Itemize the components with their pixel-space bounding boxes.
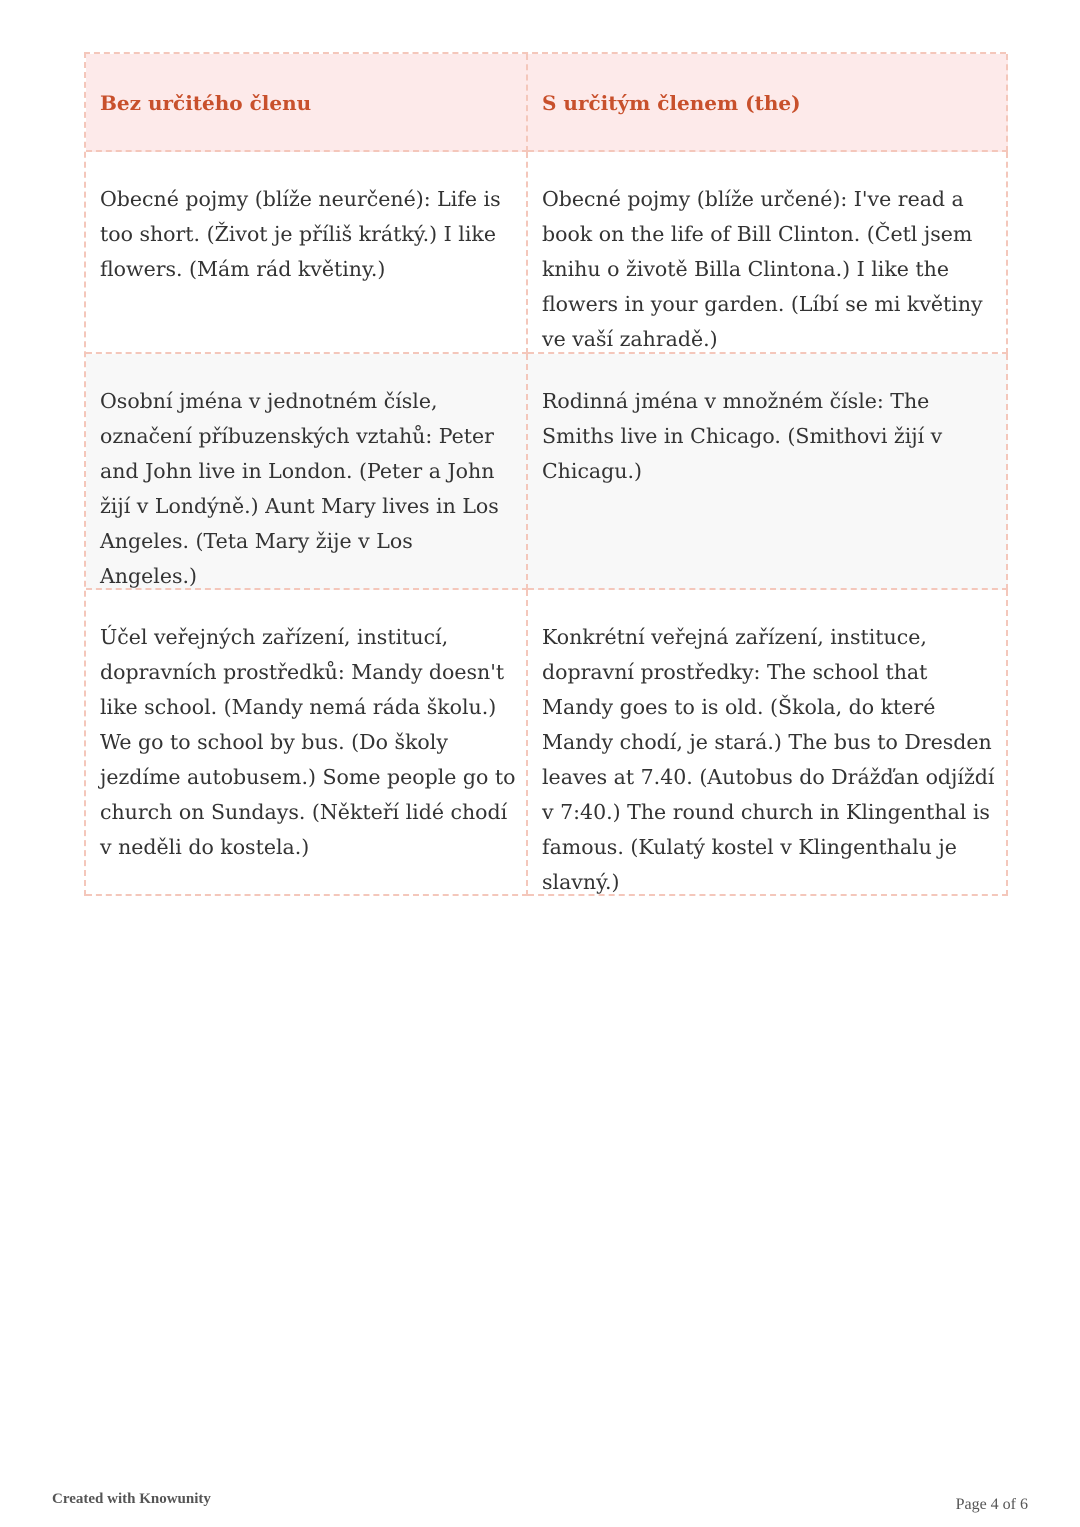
table-header-with-article: S určitým členem (the): [528, 54, 1008, 152]
table-cell: Obecné pojmy (blíže neurčené): Life is too short. (Život je příliš krátký.) I like flowers. (Mám rád květiny.): [86, 152, 528, 354]
table-cell: Obecné pojmy (blíže určené): I've read a book on the life of Bill Clinton. (Četl jsem knihu o životě Billa Clintona.) I like the flowers in your garden. (Líbí se mi květiny ve vaší zahradě.): [528, 152, 1008, 354]
table-cell: Účel veřejných zařízení, institucí, dopravních prostředků: Mandy doesn't like school. (Mandy nemá ráda školu.) We go to school by bus. (Do školy jezdíme autobusem.) Some people go to church on Sundays. (Někteří lidé chodí v neděli do kostela.): [86, 590, 528, 896]
table-cell: Rodinná jména v množném čísle: The Smiths live in Chicago. (Smithovi žijí v Chicagu.): [528, 354, 1008, 590]
table-header-without-article: Bez určitého členu: [86, 54, 528, 152]
page-number: Page 4 of 6: [955, 1496, 1028, 1513]
table-cell: Osobní jména v jednotném čísle, označení příbuzenských vztahů: Peter and John live in London. (Peter a John žijí v Londýně.) Aunt Mary lives in Los Angeles. (Teta Mary žije v Los Angeles.): [86, 354, 528, 590]
article-usage-table: [84, 52, 1006, 896]
table-cell: Konkrétní veřejná zařízení, instituce, dopravní prostředky: The school that Mandy goes to is old. (Škola, do které Mandy chodí, je stará.) The bus to Dresden leaves at 7.40. (Autobus do Drážďan odjíždí v 7:40.) The round church in Klingenthal is famous. (Kulatý kostel v Klingenthalu je slavný.): [528, 590, 1008, 896]
footer-credit: Created with Knowunity: [52, 1491, 211, 1507]
